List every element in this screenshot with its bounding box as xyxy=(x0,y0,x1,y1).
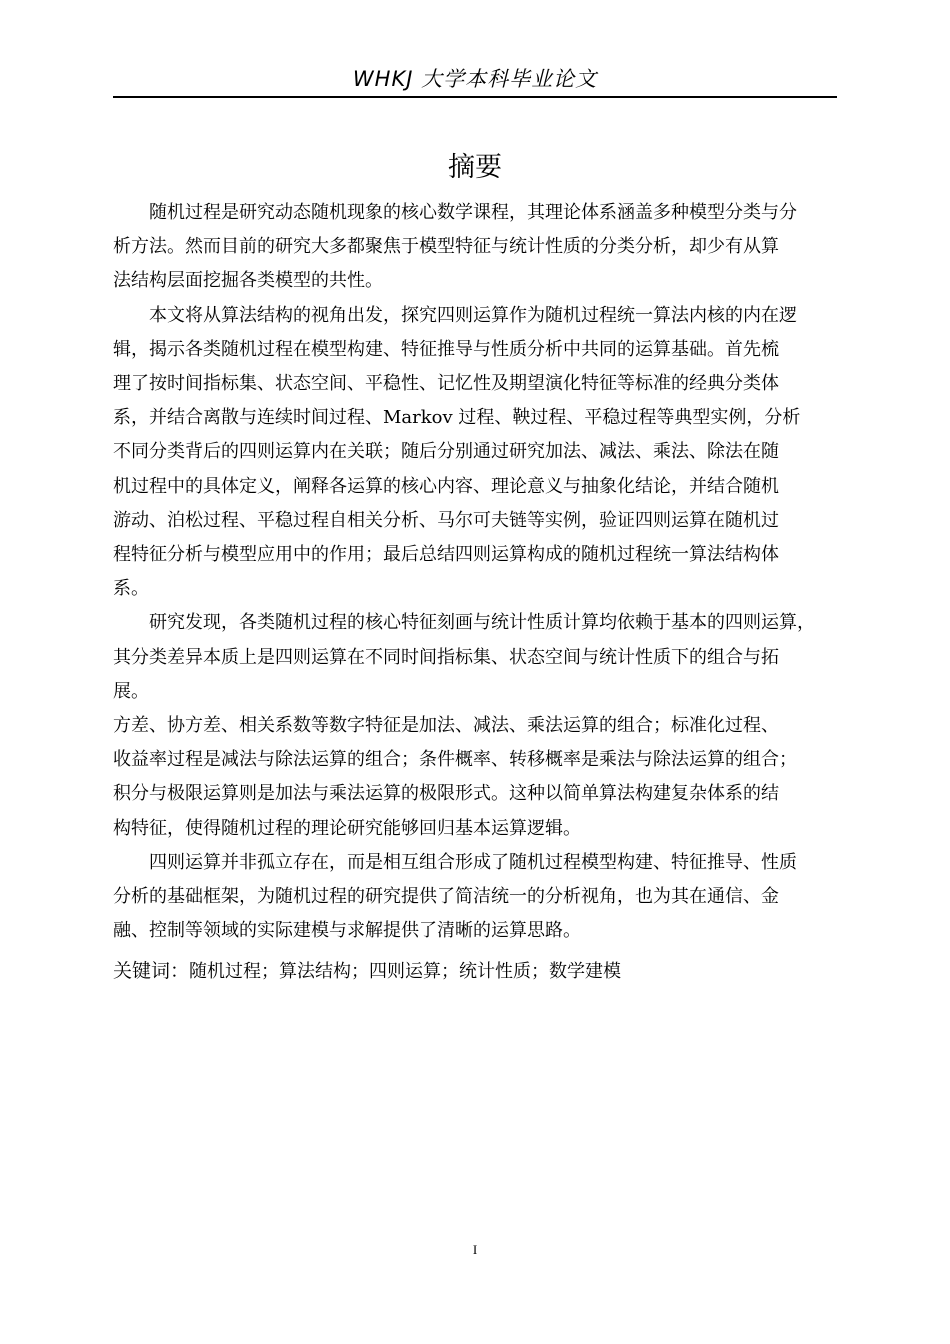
text-line: 收益率过程是减法与除法运算的组合；条件概率、转移概率是乘法与除法运算的组合； xyxy=(113,749,797,771)
keywords-label: 关键词： xyxy=(113,960,190,982)
text-line: 四则运算并非孤立存在，而是相互组合形成了随机过程模型构建、特征推导、性质 xyxy=(149,851,797,873)
text-line: 展。 xyxy=(113,680,149,702)
text-line: 程特征分析与模型应用中的作用；最后总结四则运算构成的随机过程统一算法结构体 xyxy=(113,544,779,566)
text-line: 系，并结合离散与连续时间过程、Markov 过程、鞅过程、平稳过程等典型实例，分析 xyxy=(113,407,801,429)
text-line: 随机过程是研究动态随机现象的核心数学课程，其理论体系涵盖多种模型分类与分 xyxy=(149,202,797,223)
page-number: I xyxy=(472,1242,478,1257)
keywords-line xyxy=(113,954,839,989)
header-title: WHKJ 大学本科毕业论文 xyxy=(352,67,598,91)
text-line: 理了按时间指标集、状态空间、平稳性、记忆性及期望演化特征等标准的经典分类体 xyxy=(113,373,779,395)
abstract-title: 摘要 xyxy=(448,152,502,183)
text-line: 融、控制等领域的实际建模与求解提供了清晰的运算思路。 xyxy=(113,920,581,942)
text-line: 系。 xyxy=(113,578,149,600)
abstract-body xyxy=(113,196,839,948)
text-line: 积分与极限运算则是加法与乘法运算的极限形式。这种以简单算法构建复杂体系的结 xyxy=(113,783,779,805)
text-line: 构特征，使得随机过程的理论研究能够回归基本运算逻辑。 xyxy=(113,817,581,839)
text-line: 析方法。然而目前的研究大多都聚焦于模型特征与统计性质的分类分析，却少有从算 xyxy=(113,236,779,258)
text-line: 本文将从算法结构的视角出发，探究四则运算作为随机过程统一算法内核的内在逻 xyxy=(149,304,797,326)
text-line: 辑，揭示各类随机过程在模型构建、特征推导与性质分析中共同的运算基础。首先梳 xyxy=(113,338,779,360)
text-line: 其分类差异本质上是四则运算在不同时间指标集、状态空间与统计性质下的组合与拓 xyxy=(113,646,779,668)
text-line: 机过程中的具体定义，阐释各运算的核心内容、理论意义与抽象化结论，并结合随机 xyxy=(113,475,779,497)
text-line: 游动、泊松过程、平稳过程自相关分析、马尔可夫链等实例，验证四则运算在随机过 xyxy=(113,509,779,531)
text-line: 法结构层面挖掘各类模型的共性。 xyxy=(113,270,383,292)
keywords-text: 随机过程；算法结构；四则运算；统计性质；数学建模 xyxy=(189,961,622,982)
text-line: 研究发现，各类随机过程的核心特征刻画与统计性质计算均依赖于基本的四则运算， xyxy=(149,612,815,634)
page-header xyxy=(113,62,837,98)
text-line: 方差、协方差、相关系数等数字特征是加法、减法、乘法运算的组合；标准化过程、 xyxy=(113,715,779,737)
text-line: 不同分类背后的四则运算内在关联；随后分别通过研究加法、减法、乘法、除法在随 xyxy=(113,441,779,463)
text-line: 分析的基础框架，为随机过程的研究提供了简洁统一的分析视角，也为其在通信、金 xyxy=(113,886,779,908)
